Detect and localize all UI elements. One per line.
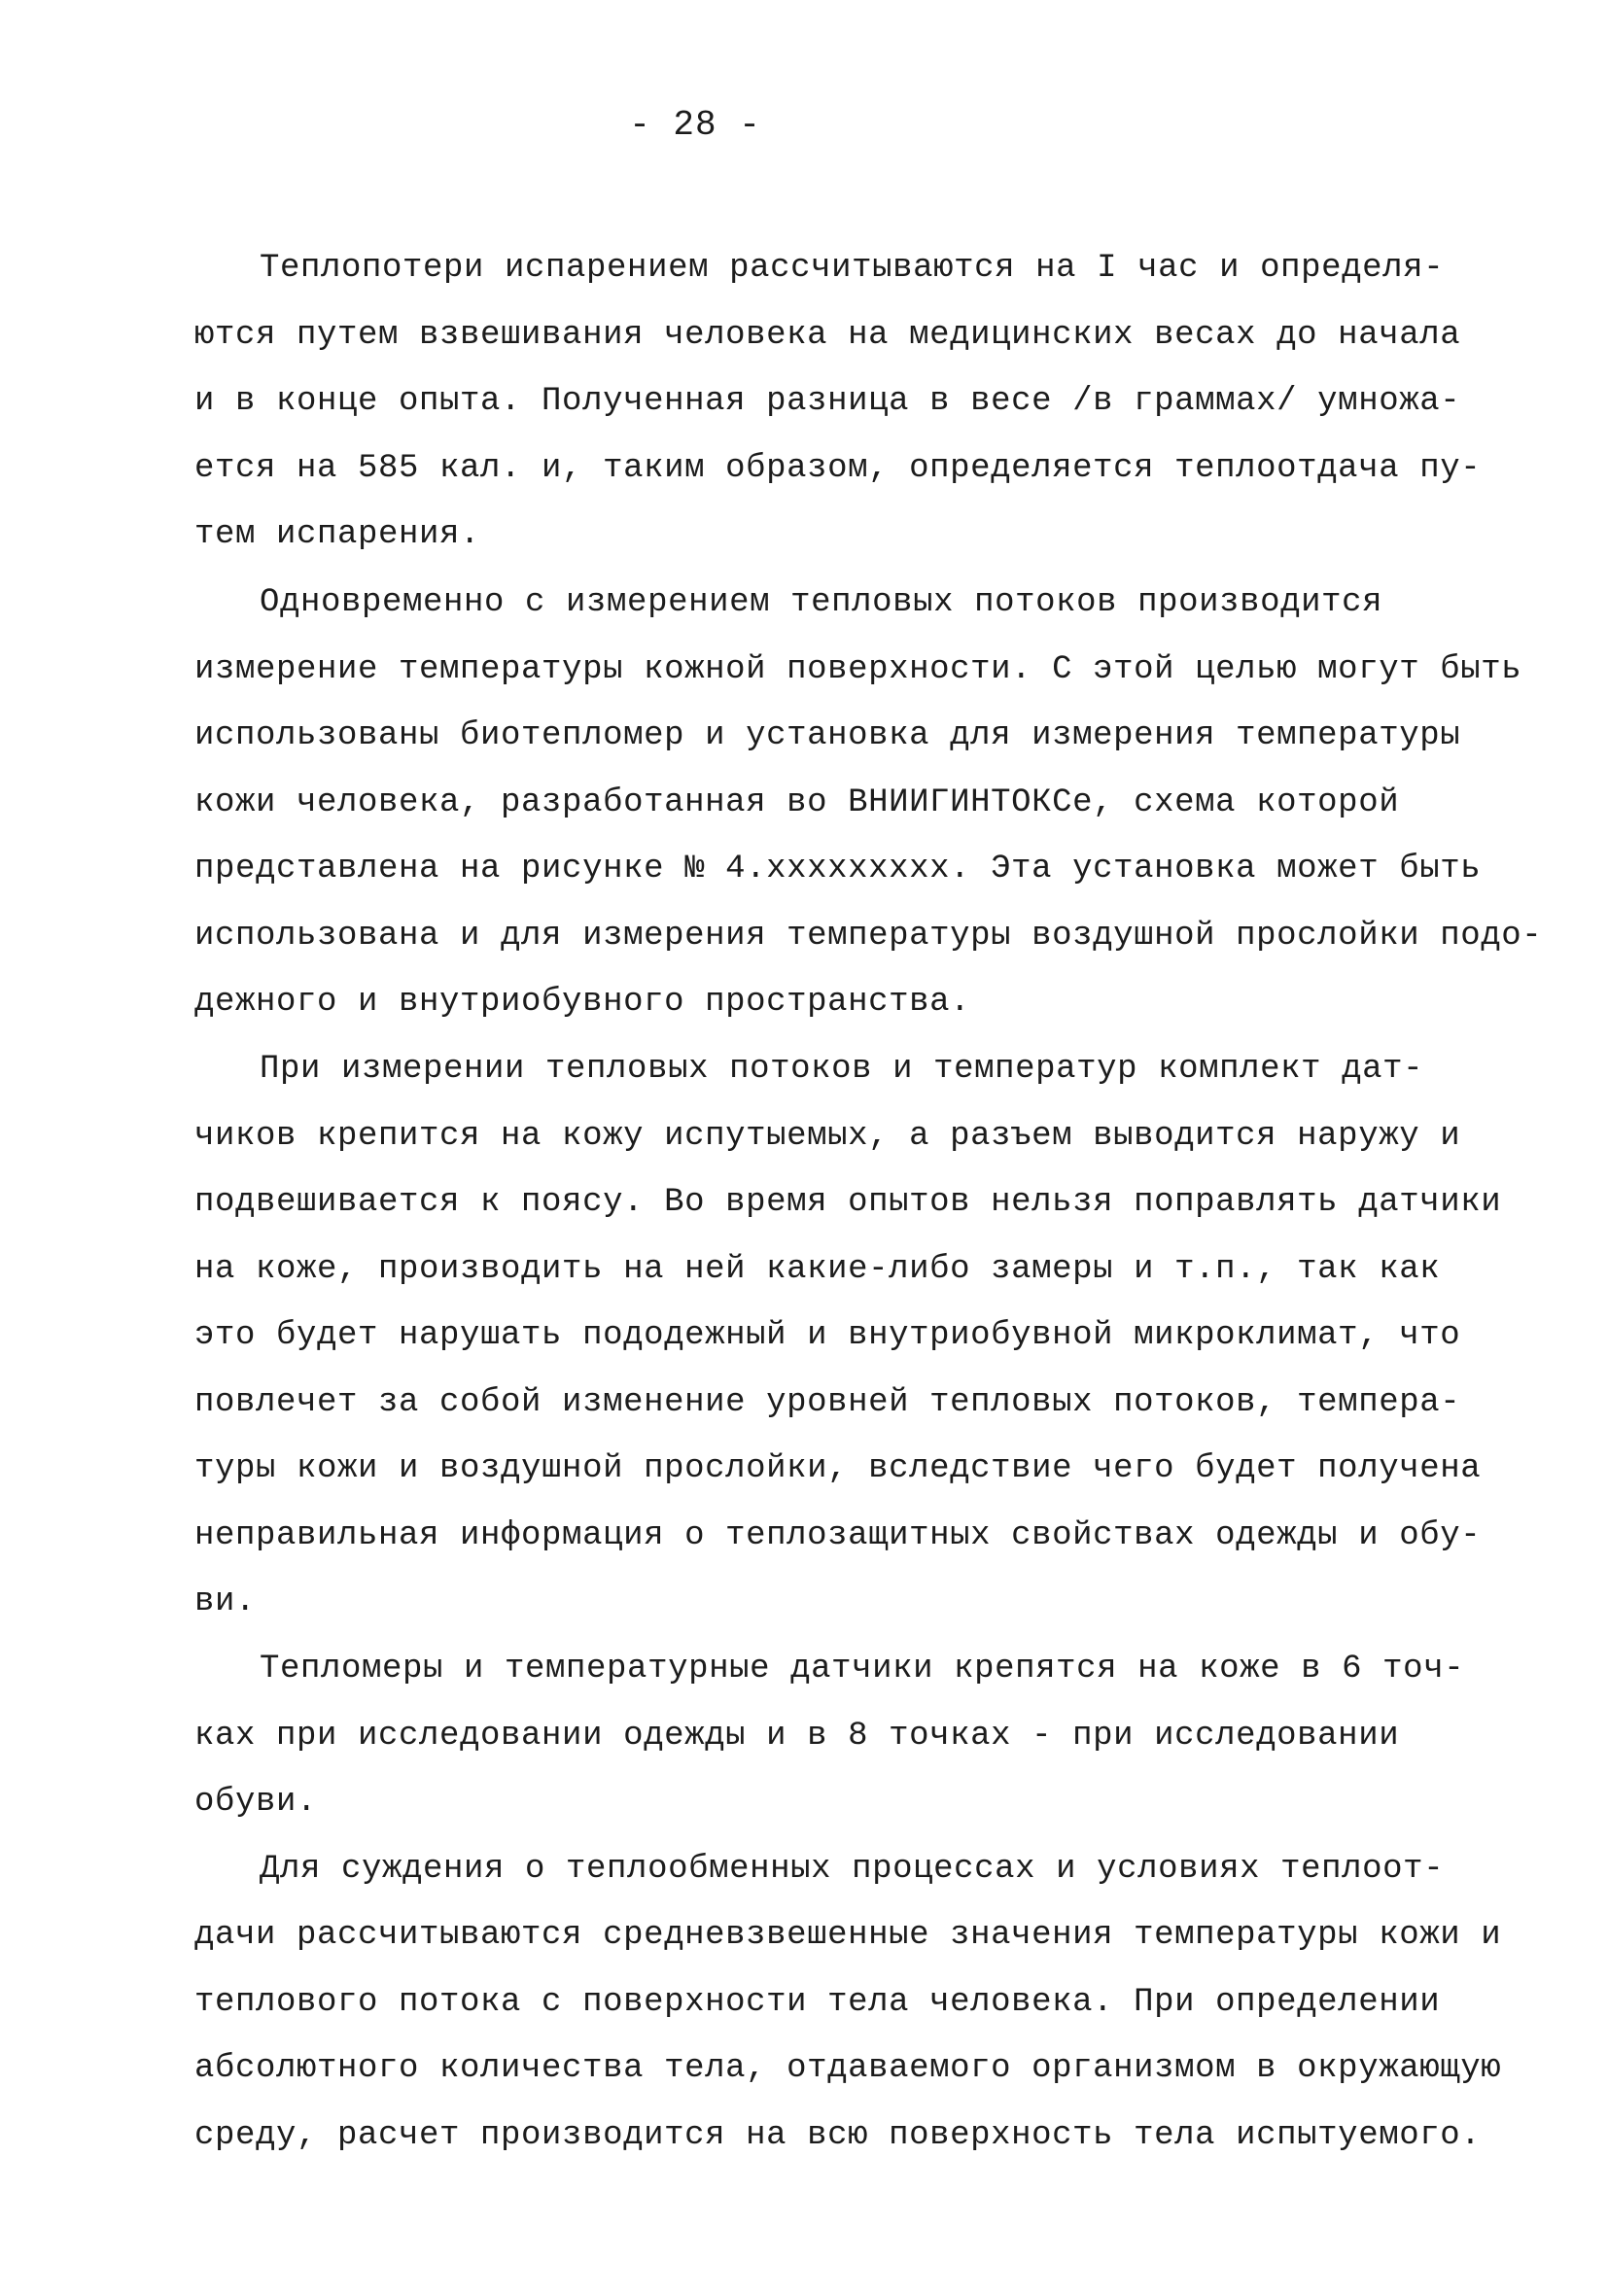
text-line: кожи человека, разработанная во ВНИИГИНТОКСе, схема которой — [194, 784, 1400, 821]
text-line: туры кожи и воздушной прослойки, вследствие чего будет получена — [194, 1450, 1482, 1487]
text-line: ви. — [194, 1583, 257, 1620]
text-line: дачи рассчитываются средневзвешенные значения температуры кожи и — [194, 1917, 1502, 1954]
text-line: Тепломеры и температурные датчики крепятся на коже в 6 точ- — [260, 1651, 1465, 1687]
text-line: теплового потока с поверхности тела человека. При определении — [194, 1984, 1441, 2021]
page-number: - 28 - — [629, 105, 761, 145]
text-line: на коже, производить на ней какие-либо замеры и т.п., так как — [194, 1251, 1441, 1288]
text-line: подвешивается к поясу. Во время опытов нельзя поправлять датчики — [194, 1184, 1502, 1221]
text-line: чиков крепится на кожу испутыемых, а разъем выводится наружу и — [194, 1118, 1461, 1155]
text-line: тем испарения. — [194, 516, 481, 553]
text-line: Одновременно с измерением тепловых потоков производится — [260, 584, 1383, 621]
text-line: ются путем взвешивания человека на медицинских весах до начала — [194, 317, 1461, 354]
text-line: обуви. — [194, 1784, 318, 1821]
text-line: ках при исследовании одежды и в 8 точках - при исследовании — [194, 1718, 1400, 1755]
text-line: среду, расчет производится на всю поверхность тела испытуемого. — [194, 2117, 1482, 2154]
text-line: повлечет за собой изменение уровней тепловых потоков, темпера- — [194, 1384, 1461, 1421]
text-line: использованы биотепломер и установка для измерения температуры — [194, 717, 1461, 754]
text-line: представлена на рисунке № 4.xxxxxxxxx. Эта установка может быть — [194, 851, 1482, 887]
text-line: Для суждения о теплообменных процессах и условиях теплоот- — [260, 1851, 1445, 1888]
text-line: использована и для измерения температуры воздушной прослойки подо- — [194, 918, 1543, 955]
text-line: дежного и внутриобувного пространства. — [194, 984, 971, 1021]
text-line: и в конце опыта. Полученная разница в весе /в граммах/ умножа- — [194, 383, 1461, 420]
text-line: При измерении тепловых потоков и температур комплект дат- — [260, 1051, 1424, 1088]
text-line: измерение температуры кожной поверхности. С этой целью могут быть — [194, 651, 1522, 688]
text-line: Теплопотери испарением рассчитываются на I час и определя- — [260, 250, 1445, 287]
text-line: ется на 585 кал. и, таким образом, определяется теплоотдача пу- — [194, 450, 1482, 487]
text-line: это будет нарушать пододежный и внутриобувной микроклимат, что — [194, 1317, 1461, 1354]
text-line: абсолютного количества тела, отдаваемого организмом в окружающую — [194, 2050, 1502, 2087]
text-line: неправильная информация о теплозащитных свойствах одежды и обу- — [194, 1517, 1482, 1554]
